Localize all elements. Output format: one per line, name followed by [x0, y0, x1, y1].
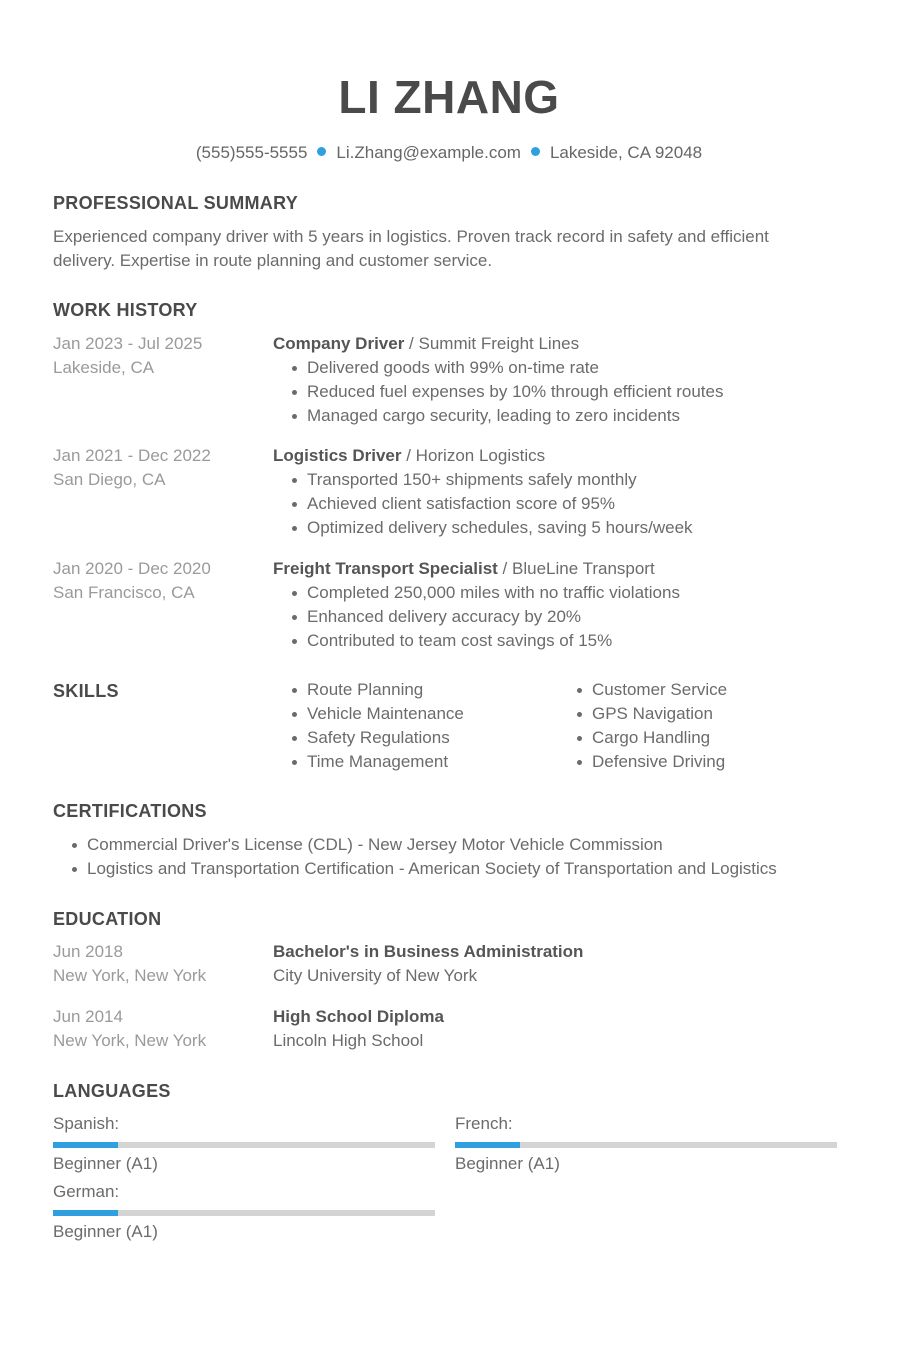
skills-heading: SKILLS	[53, 681, 119, 701]
skill-item: Safety Regulations	[307, 726, 464, 750]
job-bullet: Completed 250,000 miles with no traffic violations	[307, 581, 843, 605]
job-title: Company Driver	[273, 334, 405, 353]
language-level: Beginner (A1)	[455, 1154, 560, 1173]
languages-heading: LANGUAGES	[53, 1081, 171, 1101]
job-dates: Jan 2021 - Dec 2022	[53, 446, 211, 465]
job-bullet: Contributed to team cost savings of 15%	[307, 629, 843, 653]
phone: (555)555-5555	[195, 143, 308, 162]
language-proficiency-bar	[53, 1142, 435, 1148]
candidate-name: LI ZHANG	[338, 71, 560, 123]
skill-item: Route Planning	[307, 678, 464, 702]
job-bullet: Optimized delivery schedules, saving 5 hours/week	[307, 516, 843, 540]
skill-item: Vehicle Maintenance	[307, 702, 464, 726]
certification-item: Logistics and Transportation Certification - American Society of Transportation and Logistics	[87, 857, 843, 881]
education-school: Lincoln High School	[273, 1031, 424, 1050]
email: Li.Zhang@example.com	[336, 143, 521, 162]
skill-item: Customer Service	[592, 678, 727, 702]
location: Lakeside, CA 92048	[549, 143, 703, 162]
education-degree: High School Diploma	[273, 1007, 444, 1026]
job-bullet: Transported 150+ shipments safely monthly	[307, 468, 843, 492]
job-bullet: Managed cargo security, leading to zero incidents	[307, 404, 843, 428]
education-heading: EDUCATION	[53, 909, 162, 929]
education-location: New York, New York	[53, 1031, 207, 1050]
contact-line	[53, 143, 845, 163]
education-location: New York, New York	[53, 966, 207, 985]
education-date: Jun 2018	[53, 942, 123, 961]
job-dates: Jan 2023 - Jul 2025	[53, 334, 203, 353]
certification-item: Commercial Driver's License (CDL) - New Jersey Motor Vehicle Commission	[87, 833, 843, 857]
language-proficiency-bar	[455, 1142, 837, 1148]
job-title: Logistics Driver	[273, 446, 402, 465]
job-bullet: Achieved client satisfaction score of 95%	[307, 492, 843, 516]
job-location: Lakeside, CA	[53, 358, 155, 377]
bullet-dot-icon	[531, 147, 540, 156]
language-entry	[53, 1180, 435, 1244]
education-degree: Bachelor's in Business Administration	[273, 942, 584, 961]
job-company: / Summit Freight Lines	[404, 334, 580, 353]
language-entry	[53, 1112, 435, 1176]
language-proficiency-fill	[455, 1142, 520, 1148]
language-proficiency-bar	[53, 1210, 435, 1216]
work-history-heading: WORK HISTORY	[53, 300, 198, 320]
job-bullet: Enhanced delivery accuracy by 20%	[307, 605, 843, 629]
skill-item: Defensive Driving	[592, 750, 727, 774]
bullet-dot-icon	[317, 147, 326, 156]
language-level: Beginner (A1)	[53, 1154, 158, 1173]
language-name: German:	[53, 1182, 120, 1201]
skill-item: Cargo Handling	[592, 726, 727, 750]
summary-heading: PROFESSIONAL SUMMARY	[53, 193, 299, 213]
certifications-list	[53, 833, 843, 881]
skills-column	[273, 678, 464, 774]
job-company: / Horizon Logistics	[401, 446, 546, 465]
education-school: City University of New York	[273, 966, 478, 985]
job-bullet: Delivered goods with 99% on-time rate	[307, 356, 843, 380]
job-bullet: Reduced fuel expenses by 10% through efficient routes	[307, 380, 843, 404]
job-title: Freight Transport Specialist	[273, 559, 498, 578]
language-proficiency-fill	[53, 1142, 118, 1148]
job-dates: Jan 2020 - Dec 2020	[53, 559, 211, 578]
language-level: Beginner (A1)	[53, 1222, 158, 1241]
language-entry	[455, 1112, 837, 1176]
summary-text: Experienced company driver with 5 years in logistics. Proven track record in safety and efficient delivery. Expertise in route planning and customer service.	[53, 227, 769, 270]
skill-item: GPS Navigation	[592, 702, 727, 726]
job-company: / BlueLine Transport	[497, 559, 655, 578]
certifications-heading: CERTIFICATIONS	[53, 801, 207, 821]
skill-item: Time Management	[307, 750, 464, 774]
language-proficiency-fill	[53, 1210, 118, 1216]
job-location: San Diego, CA	[53, 470, 166, 489]
education-date: Jun 2014	[53, 1007, 123, 1026]
language-name: Spanish:	[53, 1114, 120, 1133]
language-name: French:	[455, 1114, 513, 1133]
job-location: San Francisco, CA	[53, 583, 195, 602]
skills-column	[558, 678, 727, 774]
